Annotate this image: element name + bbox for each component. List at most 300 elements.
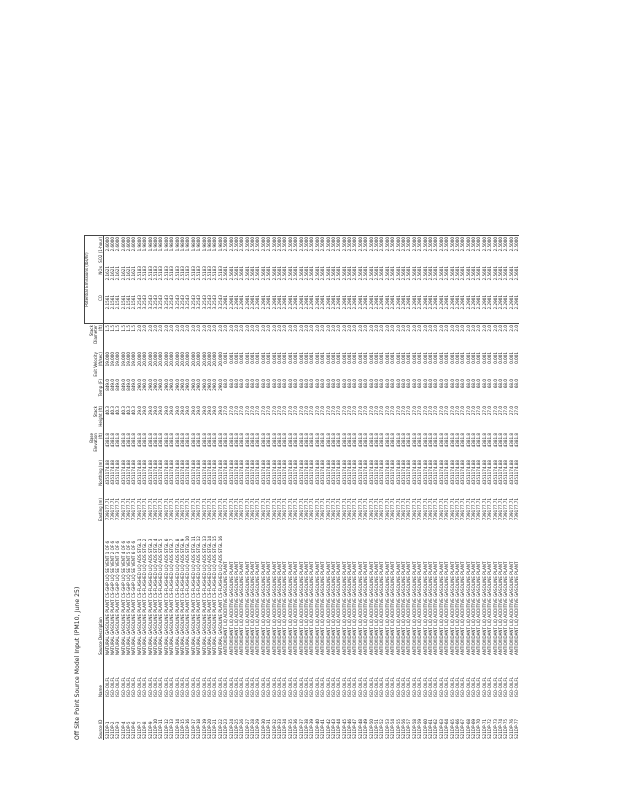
table-cell: 2.5601 (368, 266, 374, 281)
table-cell: 2.5601 (336, 266, 342, 281)
table-cell: ANTIOXIDANT LIQ ADDITIVE GASOLINE PLANT (498, 561, 504, 655)
table-cell: 0.001 (330, 352, 336, 364)
table-cell: 2.6000 (110, 236, 115, 266)
table-cell: 2.5000 (228, 236, 233, 266)
table-cell: 739177.71 (341, 498, 347, 521)
table-cell: ISO-OILFL (454, 676, 460, 697)
table-cell: 4351174.88 (277, 460, 283, 485)
table-cell: ANTIOXIDANT LIQ ADDITIVE GASOLINE PLANT (250, 561, 256, 655)
table-cell: 2.5000 (433, 236, 438, 266)
table-cell: 739177.71 (471, 498, 477, 521)
table-cell: ANTIOXIDANT LIQ ADDITIVE GASOLINE PLANT (460, 561, 466, 655)
table-cell: 4381.8 (352, 433, 358, 448)
table-cell: 2.2901 (234, 294, 239, 324)
table-cell: 27.0 (357, 406, 363, 416)
table-cell: 2.2901 (379, 294, 384, 324)
table-cell: 29.0 (201, 406, 207, 416)
table-cell: S21DP-6 (131, 721, 137, 739)
table-cell: 2.5000 (288, 236, 293, 266)
table-cell: ISO-OILFL (438, 676, 444, 697)
table-cell: 4351174.88 (174, 460, 180, 485)
table-cell: 2.5183 (158, 266, 164, 281)
table-cell: 2.5000 (390, 236, 395, 266)
table-cell: 1.9800 (207, 236, 212, 266)
table-cell: 739177.71 (417, 498, 423, 521)
table-cell: 4381.8 (239, 433, 245, 448)
table-cell: 2.5000 (239, 236, 244, 266)
table-cell: 4351174.88 (115, 460, 121, 485)
table-cell: 4351174.88 (449, 460, 455, 485)
table-cell: 4351174.88 (406, 460, 412, 485)
table-cell: 27.0 (422, 406, 428, 416)
table-cell: 68.0 (255, 379, 261, 389)
table-cell: S21DP-57 (406, 718, 412, 739)
table-cell: NATURAL GASOLINE PLANT CS-FLASHED LIQ ADS STGL 9 (179, 538, 185, 655)
table-cell: 0.001 (390, 352, 396, 364)
table-cell: 27.0 (336, 406, 342, 416)
table-cell: 2.5000 (455, 236, 460, 266)
table-cell: 4351174.88 (379, 460, 385, 485)
table-cell: 1.9800 (148, 236, 153, 266)
table-cell: 2.0 (352, 325, 358, 332)
table-cell: 2.5601 (390, 266, 396, 281)
table-cell: 290.0 (217, 379, 223, 391)
table-cell: 739177.71 (395, 498, 401, 521)
table-cell: 2.2901 (325, 294, 330, 324)
table-cell: 739177.71 (498, 498, 504, 521)
table-cell: S21DP-45 (341, 718, 347, 739)
table-cell: 20.000 (136, 352, 142, 367)
table-cell: 29.0 (206, 406, 212, 416)
table-cell: 290.0 (153, 379, 159, 391)
table-cell: S21DP-32 (271, 718, 277, 739)
table-cell: S21DP-31 (266, 718, 272, 739)
table-cell: 0.001 (433, 352, 439, 364)
table-cell: 29.0 (190, 406, 196, 416)
table-cell: S21DP-19 (201, 718, 207, 739)
table-cell: 739177.71 (228, 498, 234, 521)
table-cell: 739177.71 (374, 498, 380, 521)
table-cell: S21DP-30 (260, 718, 266, 739)
table-cell: 4351174.88 (201, 460, 207, 485)
table-cell: 2.5601 (384, 266, 390, 281)
table-cell: 27.0 (514, 406, 520, 416)
table-cell: 2.2901 (498, 294, 503, 324)
table-cell: 0.001 (239, 352, 245, 364)
table-cell: 3.2543 (153, 294, 158, 324)
table-cell: ANTIOXIDANT LIQ ADDITIVE GASOLINE PLANT (266, 561, 272, 655)
table-cell: 4381.8 (163, 433, 169, 448)
table-cell: 2.6000 (115, 236, 120, 266)
table-cell: S21DP-52 (379, 718, 385, 739)
table-cell: 2.5000 (315, 236, 320, 266)
table-cell: 2.5000 (428, 236, 433, 266)
table-cell: 29.0 (179, 406, 185, 416)
table-cell: 0.001 (449, 352, 455, 364)
table-cell: 0.001 (503, 352, 509, 364)
table-cell: 739177.71 (379, 498, 385, 521)
table-cell: 2.0 (239, 325, 245, 332)
table-cell: 2.5601 (223, 266, 229, 281)
table-cell: 2.0 (228, 325, 234, 332)
table-cell: 68.0 (303, 379, 309, 389)
table-cell: NATURAL GASOLINE PLANT CS-FLASHED LIQ ADS STGL 3 (147, 538, 153, 655)
table-cell: 0.001 (244, 352, 250, 364)
table-cell: ANTIOXIDANT LIQ ADDITIVE GASOLINE PLANT (277, 561, 283, 655)
table-cell: 2.2901 (428, 294, 433, 324)
table-cell: 739177.71 (298, 498, 304, 521)
table-cell: 2.2901 (466, 294, 471, 324)
table-cell: 2.5601 (406, 266, 412, 281)
table-cell: 3.2543 (142, 294, 147, 324)
table-cell: 68.0 (460, 379, 466, 389)
table-cell: 739177.71 (422, 498, 428, 521)
table-cell: 3.2543 (137, 294, 142, 324)
table-cell: 4381.8 (250, 433, 256, 448)
table-cell: 2.5000 (406, 236, 411, 266)
table-cell: 1.9800 (218, 236, 223, 266)
table-cell: 68.0 (352, 379, 358, 389)
table-cell: 2.0 (260, 325, 266, 332)
col-header: Name (90, 656, 104, 698)
table-cell: 68.0 (454, 379, 460, 389)
table-cell: 4381.8 (320, 433, 326, 448)
table-cell: 2.5000 (460, 236, 465, 266)
table-cell: 290.0 (201, 379, 207, 391)
table-cell: S21DP-69 (471, 718, 477, 739)
table-cell: 739177.71 (142, 498, 148, 521)
table-cell: ISO-OILFL (498, 676, 504, 697)
table-cell: 290.0 (185, 379, 191, 391)
table-cell: ISO-OILFL (153, 676, 159, 697)
table-cell: 4351174.88 (233, 460, 239, 485)
table-cell: 2.0 (158, 325, 164, 332)
table-cell: 27.0 (309, 406, 315, 416)
table-cell: 4351174.88 (255, 460, 261, 485)
table-cell: ISO-OILFL (368, 676, 374, 697)
table-cell: 2.0 (185, 325, 191, 332)
table-cell: 2.2901 (509, 294, 514, 324)
table-cell: 0.001 (422, 352, 428, 364)
table-cell: ISO-OILFL (250, 676, 256, 697)
group-header: Potential Emissions (lbs/hr) (85, 236, 90, 324)
table-cell: 2.5183 (212, 266, 218, 281)
table-cell: 4381.8 (266, 433, 272, 448)
col-header: Base Elevation (ft) (90, 432, 104, 459)
table-cell: S21DP-50 (368, 718, 374, 739)
table-cell: 27.0 (347, 406, 353, 416)
table-cell: 4381.8 (233, 433, 239, 448)
table-cell: 2.5601 (271, 266, 277, 281)
table-cell: ISO-OILFL (384, 676, 390, 697)
table-cell: 739177.71 (508, 498, 514, 521)
table-cell: ANTIOXIDANT LIQ ADDITIVE GASOLINE PLANT (476, 561, 482, 655)
table-cell: 2.5000 (514, 236, 519, 266)
table-cell: 27.0 (223, 406, 229, 416)
table-cell: 20.000 (147, 352, 153, 367)
table-cell: 1.9800 (164, 236, 169, 266)
table-cell: 0.001 (454, 352, 460, 364)
table-cell: 2.2901 (320, 294, 325, 324)
table-cell: ANTIOXIDANT LIQ ADDITIVE GASOLINE PLANT (320, 561, 326, 655)
table-cell: 27.0 (384, 406, 390, 416)
table-cell: 2.5000 (395, 236, 400, 266)
table-cell: 1.9800 (180, 236, 185, 266)
table-cell: 2.5000 (493, 236, 498, 266)
table-cell: 27.0 (228, 406, 234, 416)
table-cell: 27.0 (427, 406, 433, 416)
table-cell: NATURAL GASOLINE PLANT CS-FLASHED LIQ ADS STGL 7 (169, 538, 175, 655)
table-cell: 1.5 (109, 325, 115, 332)
table-cell: 2.2901 (336, 294, 341, 324)
table-cell: 27.0 (438, 406, 444, 416)
table-cell: 739177.71 (223, 498, 229, 521)
table-cell: ISO-OILFL (330, 676, 336, 697)
table-cell: 2.0 (395, 325, 401, 332)
table-cell: ISO-OILFL (465, 676, 471, 697)
table-cell: 4381.8 (438, 433, 444, 448)
table-cell: 2.2901 (261, 294, 266, 324)
table-cell: 20.000 (196, 352, 202, 367)
table-cell: 2.5601 (508, 266, 514, 281)
table-cell: 739177.71 (303, 498, 309, 521)
table-cell: 2.5601 (460, 266, 466, 281)
table-cell: 68.0 (223, 379, 229, 389)
table-cell: 1.9800 (196, 236, 201, 266)
table-cell: 0.001 (395, 352, 401, 364)
table-cell: 68.0 (406, 379, 412, 389)
table-cell: ISO-OILFL (126, 676, 132, 697)
table-cell: 19.000 (115, 352, 121, 367)
table-cell: 0.001 (250, 352, 256, 364)
table-cell: S21DP-39 (309, 718, 315, 739)
table-cell: 27.0 (244, 406, 250, 416)
table-cell: S21DP-18 (196, 718, 202, 739)
table-cell: ISO-OILFL (293, 676, 299, 697)
table-cell: 2.5601 (266, 266, 272, 281)
table-cell: 29.0 (153, 406, 159, 416)
table-cell: 2.5000 (482, 236, 487, 266)
col-header: NOx (90, 265, 104, 294)
table-cell: 2.5000 (342, 236, 347, 266)
table-cell: 2.5601 (411, 266, 417, 281)
table-cell: 2.5601 (325, 266, 331, 281)
table-cell: 68.0 (465, 379, 471, 389)
table-cell: 4351174.88 (444, 460, 450, 485)
table-cell: 739177.71 (465, 498, 471, 521)
table-cell: 4381.8 (126, 433, 132, 448)
table-cell: 2.5000 (449, 236, 454, 266)
table-cell: 27.0 (374, 406, 380, 416)
table-cell: 4381.8 (481, 433, 487, 448)
table-cell: ISO-OILFL (282, 676, 288, 697)
table-cell: 68.0 (411, 379, 417, 389)
table-cell: S21DP-56 (401, 718, 406, 739)
table-cell: 20.000 (185, 352, 191, 367)
table-cell: 2.5000 (487, 236, 492, 266)
table-cell: ISO-OILFL (503, 676, 509, 697)
table-cell: 4351174.88 (223, 460, 229, 485)
table-cell: 68.0 (260, 379, 266, 389)
table-cell: 68.0 (309, 379, 315, 389)
table-cell: 0.001 (325, 352, 331, 364)
table-cell: 2.0 (223, 325, 229, 332)
table-cell: 2.0 (411, 325, 417, 332)
table-cell: 2.5183 (196, 266, 202, 281)
table-cell: 3.2543 (158, 294, 163, 324)
table-cell: 2.0 (206, 325, 212, 332)
table-cell: 739177.71 (239, 498, 245, 521)
table-cell: 739177.71 (190, 498, 196, 521)
table-cell: 739177.71 (433, 498, 439, 521)
table-cell: 2.0 (444, 325, 450, 332)
table-cell: 739177.71 (206, 498, 212, 521)
table-cell: 20.000 (163, 352, 169, 367)
table-cell: 2.0 (427, 325, 433, 332)
table-cell: 849.0 (131, 379, 137, 391)
table-cell: 2.5601 (454, 266, 460, 281)
table-cell: 2.2901 (271, 294, 276, 324)
table-cell: S21DP-40 (314, 718, 320, 739)
table-cell: 739177.71 (438, 498, 444, 521)
table-cell: 4381.8 (433, 433, 439, 448)
table-cell: 739177.71 (260, 498, 266, 521)
table-cell: S21DP-24 (228, 718, 234, 739)
table-cell: 2.0 (163, 325, 169, 332)
table-cell: ISO-OILFL (244, 676, 250, 697)
table-cell: 2.5601 (465, 266, 471, 281)
table-cell: 4381.8 (341, 433, 347, 448)
table-cell: ISO-OILFL (185, 676, 191, 697)
table-cell: 4351174.88 (503, 460, 509, 485)
table-cell: 0.001 (255, 352, 261, 364)
table-cell: 849.0 (126, 379, 132, 391)
table-cell: 1.5 (126, 325, 132, 332)
table-cell: S21DP-4 (120, 721, 126, 739)
table-cell: 2.5601 (347, 266, 353, 281)
table-cell: ANTIOXIDANT LIQ ADDITIVE GASOLINE PLANT (390, 561, 396, 655)
table-cell: 0.001 (336, 352, 342, 364)
table-cell: 3.2543 (191, 294, 196, 324)
table-cell: 1.5 (131, 325, 137, 332)
table-cell: 0.001 (320, 352, 326, 364)
table-cell: 2.0 (487, 325, 493, 332)
table-cell: 2.0 (266, 325, 272, 332)
table-cell: 2.5000 (293, 236, 298, 266)
table-cell: 849.0 (120, 379, 126, 391)
table-cell: 739177.71 (131, 498, 137, 521)
table-cell: 4381.8 (179, 433, 185, 448)
table-cell: 4381.8 (298, 433, 304, 448)
table-cell: 2.1561 (126, 294, 131, 324)
table-cell: NATURAL GASOLINE PLANT CS-FLASHED LIQ ADS STGL 4 (153, 538, 159, 655)
table-cell: 0.001 (314, 352, 320, 364)
table-cell: 2.5183 (142, 266, 148, 281)
table-cell: 4351174.88 (309, 460, 315, 485)
table-cell: 27.0 (460, 406, 466, 416)
table-cell: 2.0 (196, 325, 202, 332)
table-cell: NATURAL GASOLINE PLANT CS-FLASHED LIQ ADS STGL 1 (136, 538, 142, 655)
table-cell: 0.001 (487, 352, 493, 364)
table-cell: ISO-OILFL (174, 676, 180, 697)
table-cell: 4381.8 (379, 433, 385, 448)
table-cell: 2.2901 (482, 294, 487, 324)
table-cell: 2.1621 (115, 266, 121, 281)
table-cell: 2.0 (357, 325, 363, 332)
table-cell: 4351174.88 (239, 460, 245, 485)
table-cell: ISO-OILFL (206, 676, 212, 697)
table-cell: 4351174.88 (158, 460, 164, 485)
table-cell: ISO-OILFL (352, 676, 358, 697)
table-cell: 68.0 (244, 379, 250, 389)
table-cell: NATURAL GASOLINE PLANT CS-FLASHED LIQ ADS STGL 5 (158, 538, 164, 655)
table-cell: 27.0 (314, 406, 320, 416)
table-cell: 3.2543 (207, 294, 212, 324)
table-cell: 2.0 (212, 325, 218, 332)
table-cell: ISO-OILFL (163, 676, 169, 697)
table-cell: 0.001 (293, 352, 299, 364)
table-cell: 2.5601 (293, 266, 299, 281)
table-cell: 2.5601 (444, 266, 450, 281)
table-cell: 0.001 (260, 352, 266, 364)
table-cell: 29.0 (169, 406, 175, 416)
table-cell: ISO-OILFL (120, 676, 126, 697)
table-cell: 19.000 (126, 352, 132, 367)
table-cell: NATURAL GASOLINE PLANT CS-FLASHED LIQ ADS STGL 2 (142, 538, 148, 655)
table-cell: 27.0 (508, 406, 514, 416)
table-cell: 68.0 (282, 379, 288, 389)
table-cell: 68.0 (438, 379, 444, 389)
table-cell: 4381.8 (357, 433, 363, 448)
table-cell: 27.0 (449, 406, 455, 416)
table-cell: S21DP-23 (223, 718, 229, 739)
table-cell: 4381.8 (390, 433, 396, 448)
table-cell: 4381.8 (314, 433, 320, 448)
table-cell: 739177.71 (217, 498, 223, 521)
table-cell: S21DP-20 (206, 718, 212, 739)
table-cell: ISO-OILFL (514, 676, 520, 697)
table-cell: ANTIOXIDANT LIQ ADDITIVE GASOLINE PLANT (255, 561, 261, 655)
table-cell: 739177.71 (347, 498, 353, 521)
table-cell: 2.0 (390, 325, 396, 332)
table-cell: 739177.71 (147, 498, 153, 521)
table-cell: ISO-OILFL (228, 676, 234, 697)
table-cell: 2.5000 (498, 236, 503, 266)
table-cell: 2.0 (454, 325, 460, 332)
table-cell: 29.0 (174, 406, 180, 416)
table-cell: 4381.8 (503, 433, 509, 448)
table-cell: 4381.8 (508, 433, 514, 448)
table-cell: ISO-OILFL (406, 676, 412, 697)
table-cell: 4381.8 (374, 433, 380, 448)
table-cell: 27.0 (368, 406, 374, 416)
table-cell: 4381.8 (109, 433, 115, 448)
table-cell: NATURAL GASOLINE PLANT CS-FLASHED LIQ ADS STGL 8 (174, 538, 180, 655)
table-cell: 2.0 (277, 325, 283, 332)
table-cell: 4381.8 (471, 433, 477, 448)
table-cell: S21DP-13 (169, 718, 175, 739)
table-cell: 20.000 (158, 352, 164, 367)
table-cell: S21DP-51 (374, 718, 380, 739)
table-cell: ISO-OILFL (508, 676, 514, 697)
table-cell: 2.5000 (476, 236, 481, 266)
table-cell: ISO-OILFL (158, 676, 164, 697)
table-cell: 4351174.88 (492, 460, 498, 485)
table-cell: S21DP-12 (163, 718, 169, 739)
table-cell: 27.0 (250, 406, 256, 416)
table-cell: 0.001 (298, 352, 304, 364)
table-cell: ANTIOXIDANT LIQ ADDITIVE GASOLINE PLANT (228, 561, 234, 655)
